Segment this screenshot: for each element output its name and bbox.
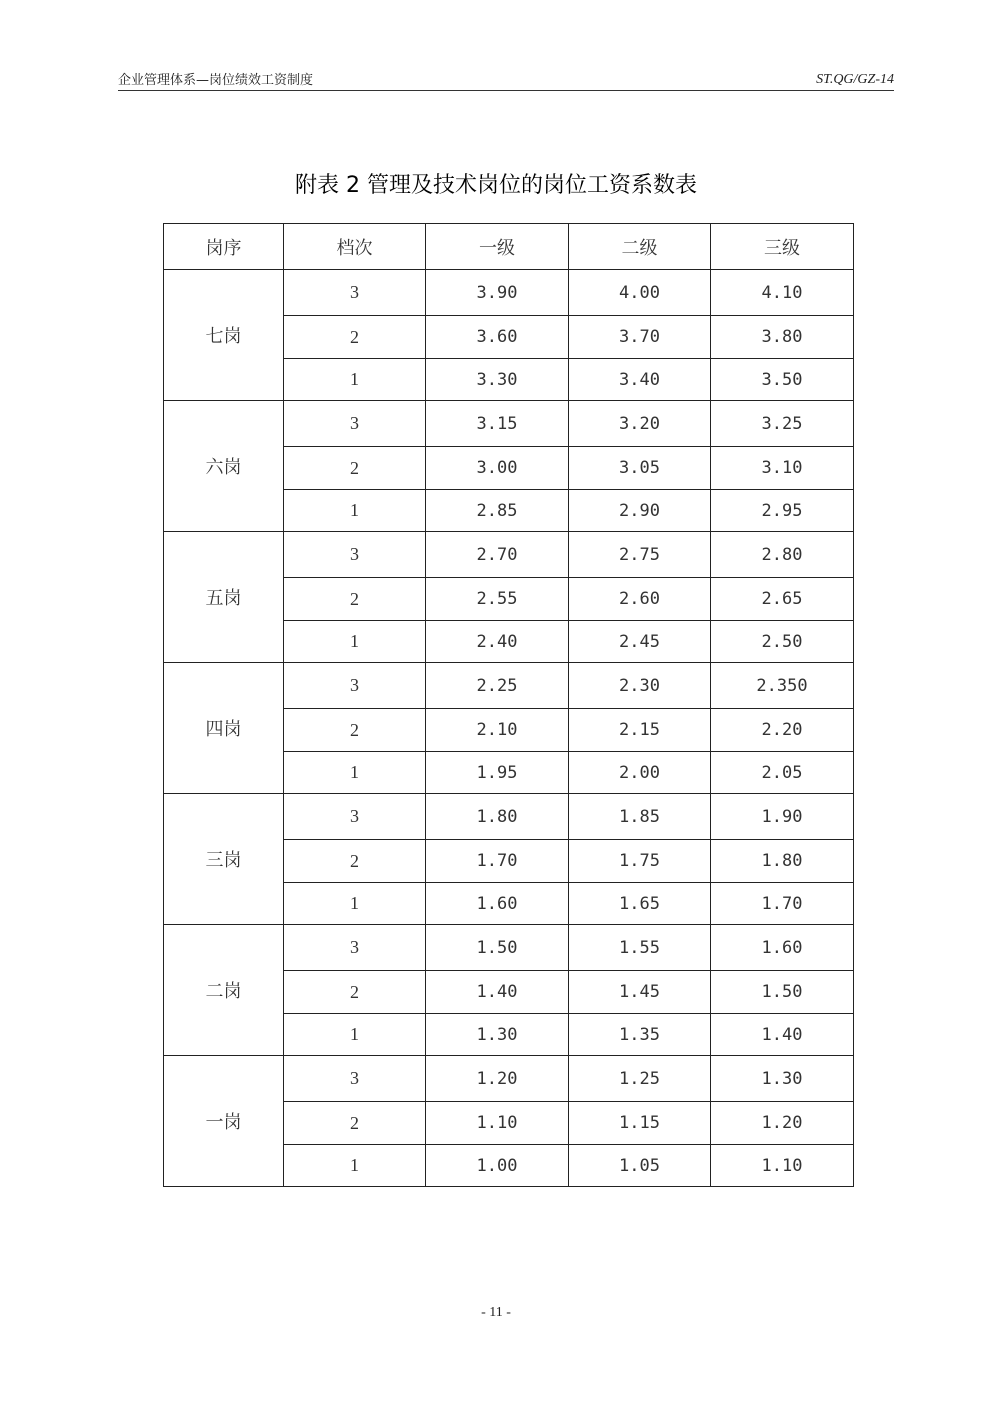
coefficient-cell-level-2: 1.35 xyxy=(569,1014,711,1056)
page-number: - 11 - xyxy=(481,1305,511,1320)
grade-cell: 2 xyxy=(284,709,426,752)
rank-cell: 六岗 xyxy=(164,401,284,532)
coefficient-cell-level-1: 3.00 xyxy=(426,447,569,490)
coefficient-cell-level-2: 4.00 xyxy=(569,270,711,316)
coefficient-cell-level-2: 1.45 xyxy=(569,971,711,1014)
rank-cell: 一岗 xyxy=(164,1056,284,1187)
rank-cell: 七岗 xyxy=(164,270,284,401)
coefficient-cell-level-3: 2.350 xyxy=(711,663,854,709)
page-header xyxy=(118,72,894,91)
coefficient-cell-level-3: 1.50 xyxy=(711,971,854,1014)
coefficient-cell-level-2: 1.05 xyxy=(569,1145,711,1187)
grade-cell: 1 xyxy=(284,752,426,794)
coefficient-cell-level-2: 3.70 xyxy=(569,316,711,359)
grade-cell: 1 xyxy=(284,621,426,663)
wage-coefficient-table xyxy=(163,223,854,1187)
grade-cell: 1 xyxy=(284,359,426,401)
coefficient-cell-level-3: 1.10 xyxy=(711,1145,854,1187)
table-header-row xyxy=(164,224,854,270)
coefficient-cell-level-1: 2.70 xyxy=(426,532,569,578)
coefficient-cell-level-1: 1.10 xyxy=(426,1102,569,1145)
coefficient-cell-level-3: 2.95 xyxy=(711,490,854,532)
coefficient-cell-level-1: 1.95 xyxy=(426,752,569,794)
grade-cell: 3 xyxy=(284,532,426,578)
coefficient-cell-level-3: 2.20 xyxy=(711,709,854,752)
grade-cell: 1 xyxy=(284,883,426,925)
grade-cell: 3 xyxy=(284,1056,426,1102)
table-row xyxy=(164,532,854,578)
coefficient-cell-level-1: 1.50 xyxy=(426,925,569,971)
coefficient-cell-level-1: 1.30 xyxy=(426,1014,569,1056)
column-header-grade: 档次 xyxy=(284,224,426,270)
coefficient-cell-level-3: 1.60 xyxy=(711,925,854,971)
grade-cell: 3 xyxy=(284,794,426,840)
grade-cell: 2 xyxy=(284,840,426,883)
coefficient-cell-level-1: 1.80 xyxy=(426,794,569,840)
coefficient-cell-level-3: 3.80 xyxy=(711,316,854,359)
table-row xyxy=(164,1056,854,1102)
coefficient-cell-level-3: 1.40 xyxy=(711,1014,854,1056)
coefficient-cell-level-1: 1.00 xyxy=(426,1145,569,1187)
coefficient-cell-level-1: 2.25 xyxy=(426,663,569,709)
coefficient-cell-level-2: 3.40 xyxy=(569,359,711,401)
coefficient-cell-level-2: 3.20 xyxy=(569,401,711,447)
coefficient-cell-level-2: 2.45 xyxy=(569,621,711,663)
coefficient-cell-level-2: 2.75 xyxy=(569,532,711,578)
coefficient-cell-level-1: 3.90 xyxy=(426,270,569,316)
header-document-code: ST.QG/GZ-14 xyxy=(816,72,894,87)
coefficient-cell-level-2: 1.75 xyxy=(569,840,711,883)
rank-cell: 三岗 xyxy=(164,794,284,925)
column-header-level-3: 三级 xyxy=(711,224,854,270)
rank-cell: 五岗 xyxy=(164,532,284,663)
coefficient-cell-level-1: 1.60 xyxy=(426,883,569,925)
grade-cell: 2 xyxy=(284,316,426,359)
rank-cell: 四岗 xyxy=(164,663,284,794)
coefficient-cell-level-2: 1.25 xyxy=(569,1056,711,1102)
table-row xyxy=(164,925,854,971)
coefficient-cell-level-1: 2.40 xyxy=(426,621,569,663)
coefficient-cell-level-1: 2.10 xyxy=(426,709,569,752)
grade-cell: 3 xyxy=(284,925,426,971)
coefficient-cell-level-2: 2.15 xyxy=(569,709,711,752)
rank-cell: 二岗 xyxy=(164,925,284,1056)
grade-cell: 1 xyxy=(284,1014,426,1056)
grade-cell: 1 xyxy=(284,1145,426,1187)
coefficient-cell-level-3: 3.50 xyxy=(711,359,854,401)
table-row xyxy=(164,270,854,316)
coefficient-cell-level-3: 1.20 xyxy=(711,1102,854,1145)
coefficient-cell-level-3: 1.30 xyxy=(711,1056,854,1102)
coefficient-cell-level-1: 1.70 xyxy=(426,840,569,883)
coefficient-cell-level-2: 2.00 xyxy=(569,752,711,794)
column-header-level-2: 二级 xyxy=(569,224,711,270)
grade-cell: 3 xyxy=(284,270,426,316)
coefficient-cell-level-1: 2.85 xyxy=(426,490,569,532)
coefficient-cell-level-2: 3.05 xyxy=(569,447,711,490)
coefficient-cell-level-1: 3.15 xyxy=(426,401,569,447)
coefficient-cell-level-3: 2.65 xyxy=(711,578,854,621)
grade-cell: 2 xyxy=(284,447,426,490)
coefficient-cell-level-2: 1.85 xyxy=(569,794,711,840)
table-body xyxy=(164,270,854,1187)
grade-cell: 3 xyxy=(284,663,426,709)
coefficient-cell-level-3: 3.10 xyxy=(711,447,854,490)
grade-cell: 2 xyxy=(284,971,426,1014)
coefficient-cell-level-1: 3.30 xyxy=(426,359,569,401)
grade-cell: 1 xyxy=(284,490,426,532)
coefficient-cell-level-3: 2.80 xyxy=(711,532,854,578)
coefficient-cell-level-3: 1.90 xyxy=(711,794,854,840)
table-title: 附表 2 管理及技术岗位的岗位工资系数表 xyxy=(295,173,697,198)
coefficient-cell-level-1: 1.40 xyxy=(426,971,569,1014)
coefficient-cell-level-2: 1.55 xyxy=(569,925,711,971)
column-header-level-1: 一级 xyxy=(426,224,569,270)
coefficient-cell-level-2: 1.15 xyxy=(569,1102,711,1145)
coefficient-cell-level-2: 2.60 xyxy=(569,578,711,621)
coefficient-cell-level-1: 3.60 xyxy=(426,316,569,359)
coefficient-cell-level-3: 1.70 xyxy=(711,883,854,925)
grade-cell: 2 xyxy=(284,578,426,621)
header-document-series: 企业管理体系—岗位绩效工资制度 xyxy=(118,73,314,88)
coefficient-cell-level-1: 2.55 xyxy=(426,578,569,621)
column-header-rank: 岗序 xyxy=(164,224,284,270)
table-row xyxy=(164,401,854,447)
coefficient-cell-level-3: 2.05 xyxy=(711,752,854,794)
coefficient-cell-level-2: 2.30 xyxy=(569,663,711,709)
coefficient-cell-level-3: 2.50 xyxy=(711,621,854,663)
coefficient-cell-level-2: 1.65 xyxy=(569,883,711,925)
coefficient-cell-level-2: 2.90 xyxy=(569,490,711,532)
grade-cell: 2 xyxy=(284,1102,426,1145)
grade-cell: 3 xyxy=(284,401,426,447)
coefficient-cell-level-3: 1.80 xyxy=(711,840,854,883)
coefficient-cell-level-3: 4.10 xyxy=(711,270,854,316)
coefficient-cell-level-1: 1.20 xyxy=(426,1056,569,1102)
table-row xyxy=(164,794,854,840)
coefficient-cell-level-3: 3.25 xyxy=(711,401,854,447)
table-row xyxy=(164,663,854,709)
